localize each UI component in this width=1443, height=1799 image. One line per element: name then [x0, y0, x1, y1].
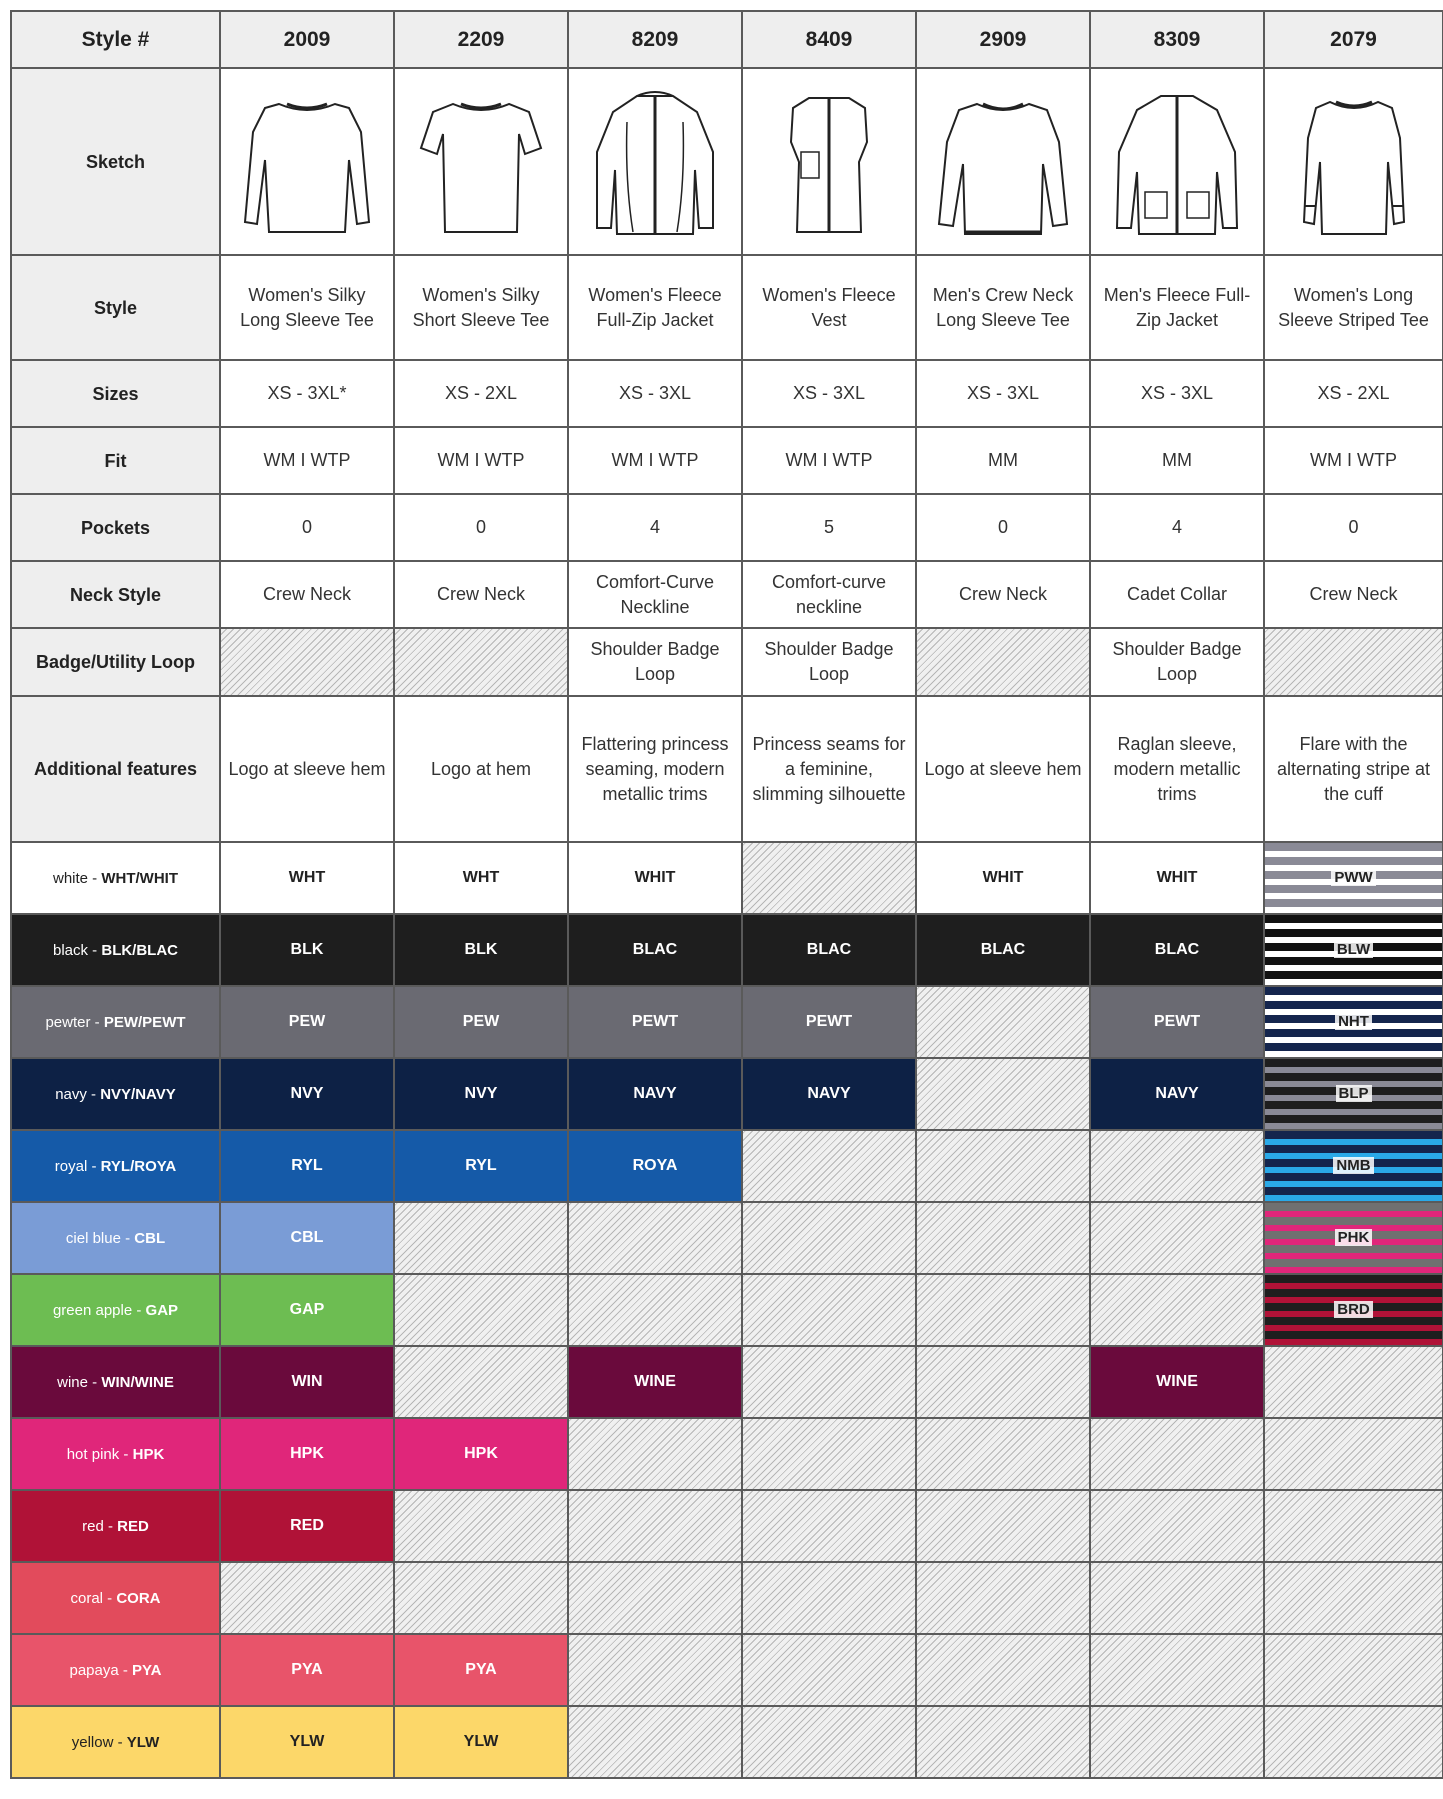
color-row: [11, 1130, 1443, 1202]
not-available-cell: [1264, 1346, 1443, 1418]
color-label: [11, 1490, 220, 1562]
color-availability-cell: BLAC: [916, 914, 1090, 986]
color-availability-cell: WHT: [220, 842, 394, 914]
color-availability-cell: WHIT: [568, 842, 742, 914]
crew-neck-long-sleeve-tee-icon: [933, 82, 1073, 242]
color-row: [11, 1274, 1443, 1346]
color-availability-cell: NAVY: [1090, 1058, 1264, 1130]
color-availability-cell: PEWT: [742, 986, 916, 1058]
not-available-cell: [916, 1058, 1090, 1130]
color-row: [11, 1490, 1443, 1562]
spec-value: Logo at sleeve hem: [916, 696, 1090, 842]
spec-row: [11, 427, 1443, 494]
spec-value: Women's Silky Long Sleeve Tee: [220, 255, 394, 360]
spec-row: [11, 561, 1443, 628]
not-available-cell: [1090, 1634, 1264, 1706]
style-number: 2079: [1264, 11, 1443, 68]
spec-value: XS - 3XL: [742, 360, 916, 427]
color-availability-cell: NVY: [394, 1058, 568, 1130]
color-separator: -: [119, 1445, 133, 1463]
not-available-cell: [568, 1418, 742, 1490]
not-available-cell: [1090, 1490, 1264, 1562]
not-available-cell: [916, 1418, 1090, 1490]
spec-value: WM I WTP: [1264, 427, 1443, 494]
stripe-swatch-cell: [1264, 914, 1443, 986]
color-availability-cell: PYA: [220, 1634, 394, 1706]
spec-value: WM I WTP: [394, 427, 568, 494]
spec-value: Shoulder Badge Loop: [1090, 628, 1264, 696]
color-row: [11, 1562, 1443, 1634]
header-row: [11, 11, 1443, 68]
not-available-cell: [1264, 1634, 1443, 1706]
color-label: [11, 914, 220, 986]
stripe-code: NHT: [1335, 1013, 1372, 1030]
spec-value: Logo at hem: [394, 696, 568, 842]
not-available-cell: [742, 1634, 916, 1706]
spec-value: Women's Fleece Full-Zip Jacket: [568, 255, 742, 360]
spec-value: Women's Fleece Vest: [742, 255, 916, 360]
spec-value: 0: [916, 494, 1090, 561]
color-availability-cell: PEWT: [1090, 986, 1264, 1058]
color-name: hot pink: [66, 1445, 120, 1463]
not-available-cell: [1090, 1202, 1264, 1274]
color-name: white: [52, 869, 89, 887]
spec-value: Crew Neck: [916, 561, 1090, 628]
spec-value: Flare with the alternating stripe at the cuff: [1264, 696, 1443, 842]
color-availability-cell: WINE: [568, 1346, 742, 1418]
not-available-cell: [220, 1562, 394, 1634]
not-available-cell: [916, 1490, 1090, 1562]
not-available-cell: [742, 1274, 916, 1346]
not-available-cell: [1264, 1418, 1443, 1490]
spec-value: 0: [220, 494, 394, 561]
spec-value: Shoulder Badge Loop: [742, 628, 916, 696]
short-sleeve-tee-icon: [411, 82, 551, 242]
style-number: 2909: [916, 11, 1090, 68]
color-availability-cell: NAVY: [742, 1058, 916, 1130]
color-code: CORA: [116, 1589, 161, 1607]
color-label: [11, 1274, 220, 1346]
spec-value: XS - 3XL: [568, 360, 742, 427]
not-available-cell: [916, 986, 1090, 1058]
color-separator: -: [118, 1661, 133, 1679]
color-separator: -: [87, 1157, 101, 1175]
spec-label: Style: [11, 255, 220, 360]
spec-row: [11, 494, 1443, 561]
color-availability-cell: WHIT: [916, 842, 1090, 914]
not-available-cell: [916, 1706, 1090, 1778]
spec-row: [11, 628, 1443, 696]
full-zip-jacket-icon: [1107, 82, 1247, 242]
color-availability-cell: RYL: [394, 1130, 568, 1202]
color-separator: -: [132, 1301, 146, 1319]
spec-value: 5: [742, 494, 916, 561]
not-available-cell: [1264, 1562, 1443, 1634]
sketch-cell: [220, 68, 394, 255]
color-availability-cell: GAP: [220, 1274, 394, 1346]
color-row: [11, 842, 1443, 914]
header-label: Style #: [11, 11, 220, 68]
color-label: [11, 986, 220, 1058]
color-name: ciel blue: [65, 1229, 121, 1247]
not-available-cell: [742, 842, 916, 914]
color-availability-cell: PEW: [220, 986, 394, 1058]
stripe-code: PHK: [1335, 1229, 1373, 1246]
not-available-cell: [394, 1274, 568, 1346]
color-name: coral: [70, 1589, 103, 1607]
color-name: papaya: [69, 1661, 119, 1679]
spec-label: Sizes: [11, 360, 220, 427]
spec-value: Princess seams for a feminine, slimming silhouette: [742, 696, 916, 842]
sketch-row: [11, 68, 1443, 255]
color-row: [11, 1706, 1443, 1778]
color-label: [11, 1130, 220, 1202]
color-separator: -: [86, 1085, 101, 1103]
color-availability-cell: YLW: [220, 1706, 394, 1778]
color-label: [11, 1058, 220, 1130]
color-row: [11, 986, 1443, 1058]
color-row: [11, 1058, 1443, 1130]
sketch-cell: [916, 68, 1090, 255]
color-availability-cell: WINE: [1090, 1346, 1264, 1418]
spec-value: XS - 3XL: [1090, 360, 1264, 427]
not-available-cell: [1264, 1490, 1443, 1562]
not-available-cell: [568, 1202, 742, 1274]
spec-value: 0: [394, 494, 568, 561]
not-available-cell: [916, 1346, 1090, 1418]
color-separator: -: [88, 869, 102, 887]
color-separator: -: [90, 1013, 104, 1031]
color-availability-cell: ROYA: [568, 1130, 742, 1202]
color-availability-cell: BLAC: [1090, 914, 1264, 986]
spec-value: Shoulder Badge Loop: [568, 628, 742, 696]
color-name: royal: [54, 1157, 88, 1175]
color-availability-cell: HPK: [394, 1418, 568, 1490]
spec-value: XS - 2XL: [1264, 360, 1443, 427]
color-label: [11, 842, 220, 914]
spec-value: MM: [1090, 427, 1264, 494]
not-available-cell: [742, 1490, 916, 1562]
style-comparison-sheet: [10, 10, 1442, 1779]
color-code: NVY/NAVY: [100, 1085, 176, 1103]
color-name: yellow: [71, 1733, 114, 1751]
style-number: 8209: [568, 11, 742, 68]
color-separator: -: [103, 1517, 118, 1535]
color-code: PYA: [132, 1661, 162, 1679]
spec-value: XS - 2XL: [394, 360, 568, 427]
color-code: HPK: [132, 1445, 165, 1463]
spec-row: [11, 360, 1443, 427]
style-number: 2209: [394, 11, 568, 68]
color-name: navy: [55, 1085, 87, 1103]
not-available-cell: [568, 1706, 742, 1778]
not-available-cell: [916, 1562, 1090, 1634]
color-row: [11, 1634, 1443, 1706]
color-code: GAP: [145, 1301, 179, 1319]
comparison-table: [10, 10, 1443, 1779]
sketch-cell: [1264, 68, 1443, 255]
color-name: black: [52, 941, 89, 959]
color-separator: -: [120, 1229, 135, 1247]
spec-value: Logo at sleeve hem: [220, 696, 394, 842]
spec-value: XS - 3XL*: [220, 360, 394, 427]
color-availability-cell: NVY: [220, 1058, 394, 1130]
spec-value: 4: [568, 494, 742, 561]
not-available-cell: [916, 628, 1090, 696]
not-available-cell: [1090, 1562, 1264, 1634]
spec-value: XS - 3XL: [916, 360, 1090, 427]
color-row: [11, 1346, 1443, 1418]
stripe-code: BLW: [1334, 941, 1373, 958]
color-row: [11, 914, 1443, 986]
stripe-swatch-cell: [1264, 842, 1443, 914]
long-sleeve-tee-icon: [237, 82, 377, 242]
striped-long-sleeve-tee-icon: [1284, 82, 1424, 242]
color-availability-cell: BLAC: [742, 914, 916, 986]
sketch-cell: [568, 68, 742, 255]
not-available-cell: [394, 1202, 568, 1274]
not-available-cell: [742, 1418, 916, 1490]
not-available-cell: [1090, 1274, 1264, 1346]
spec-value: WM I WTP: [742, 427, 916, 494]
color-label: [11, 1634, 220, 1706]
sketch-cell: [394, 68, 568, 255]
color-label: [11, 1418, 220, 1490]
stripe-swatch-cell: [1264, 1274, 1443, 1346]
color-availability-cell: BLAC: [568, 914, 742, 986]
stripe-swatch-cell: [1264, 986, 1443, 1058]
fleece-jacket-icon: [585, 82, 725, 242]
stripe-swatch-cell: [1264, 1058, 1443, 1130]
color-row: [11, 1202, 1443, 1274]
not-available-cell: [1090, 1418, 1264, 1490]
color-separator: -: [88, 941, 102, 959]
not-available-cell: [1090, 1130, 1264, 1202]
color-availability-cell: WHT: [394, 842, 568, 914]
color-availability-cell: CBL: [220, 1202, 394, 1274]
stripe-code: NMB: [1333, 1157, 1373, 1174]
color-availability-cell: HPK: [220, 1418, 394, 1490]
color-code: RYL/ROYA: [100, 1157, 177, 1175]
not-available-cell: [742, 1202, 916, 1274]
sketch-cell: [742, 68, 916, 255]
not-available-cell: [394, 1346, 568, 1418]
not-available-cell: [394, 1490, 568, 1562]
spec-value: Men's Fleece Full-Zip Jacket: [1090, 255, 1264, 360]
spec-value: Raglan sleeve, modern metallic trims: [1090, 696, 1264, 842]
sketch-cell: [1090, 68, 1264, 255]
color-availability-cell: YLW: [394, 1706, 568, 1778]
spec-value: Comfort-Curve Neckline: [568, 561, 742, 628]
not-available-cell: [916, 1202, 1090, 1274]
color-label: [11, 1346, 220, 1418]
color-availability-cell: RED: [220, 1490, 394, 1562]
color-separator: -: [113, 1733, 127, 1751]
color-code: CBL: [134, 1229, 166, 1247]
not-available-cell: [568, 1274, 742, 1346]
not-available-cell: [394, 628, 568, 696]
stripe-swatch-cell: [1264, 1130, 1443, 1202]
color-code: BLK/BLAC: [101, 941, 179, 959]
color-code: RED: [117, 1517, 149, 1535]
not-available-cell: [742, 1706, 916, 1778]
color-availability-cell: RYL: [220, 1130, 394, 1202]
spec-value: Women's Long Sleeve Striped Tee: [1264, 255, 1443, 360]
color-availability-cell: WHIT: [1090, 842, 1264, 914]
color-availability-cell: PEW: [394, 986, 568, 1058]
color-separator: -: [88, 1373, 102, 1391]
color-code: PEW/PEWT: [103, 1013, 186, 1031]
spec-value: WM I WTP: [568, 427, 742, 494]
not-available-cell: [394, 1562, 568, 1634]
not-available-cell: [916, 1130, 1090, 1202]
not-available-cell: [568, 1562, 742, 1634]
color-availability-cell: BLK: [394, 914, 568, 986]
not-available-cell: [568, 1490, 742, 1562]
stripe-code: BRD: [1334, 1301, 1373, 1318]
not-available-cell: [1090, 1706, 1264, 1778]
spec-label: Additional features: [11, 696, 220, 842]
spec-value: Cadet Collar: [1090, 561, 1264, 628]
spec-value: WM I WTP: [220, 427, 394, 494]
sketch-label: Sketch: [11, 68, 220, 255]
spec-row: [11, 255, 1443, 360]
style-number: 8409: [742, 11, 916, 68]
color-code: WIN/WINE: [101, 1373, 174, 1391]
not-available-cell: [220, 628, 394, 696]
color-availability-cell: NAVY: [568, 1058, 742, 1130]
spec-value: Crew Neck: [220, 561, 394, 628]
not-available-cell: [568, 1634, 742, 1706]
not-available-cell: [1264, 1706, 1443, 1778]
not-available-cell: [742, 1130, 916, 1202]
not-available-cell: [1264, 628, 1443, 696]
color-name: green apple: [52, 1301, 133, 1319]
spec-value: 4: [1090, 494, 1264, 561]
spec-value: Comfort-curve neckline: [742, 561, 916, 628]
stripe-swatch-cell: [1264, 1202, 1443, 1274]
color-availability-cell: BLK: [220, 914, 394, 986]
color-availability-cell: PEWT: [568, 986, 742, 1058]
fleece-vest-icon: [759, 82, 899, 242]
spec-value: Women's Silky Short Sleeve Tee: [394, 255, 568, 360]
not-available-cell: [916, 1634, 1090, 1706]
not-available-cell: [742, 1562, 916, 1634]
color-code: YLW: [126, 1733, 160, 1751]
color-name: pewter: [45, 1013, 91, 1031]
spec-value: Flattering princess seaming, modern metallic trims: [568, 696, 742, 842]
color-code: WHT/WHIT: [101, 869, 178, 887]
not-available-cell: [916, 1274, 1090, 1346]
color-label: [11, 1562, 220, 1634]
color-label: [11, 1706, 220, 1778]
spec-label: Fit: [11, 427, 220, 494]
not-available-cell: [742, 1346, 916, 1418]
spec-value: Crew Neck: [394, 561, 568, 628]
style-number: 2009: [220, 11, 394, 68]
color-name: wine: [57, 1373, 88, 1391]
spec-value: MM: [916, 427, 1090, 494]
color-availability-cell: PYA: [394, 1634, 568, 1706]
stripe-code: BLP: [1336, 1085, 1372, 1102]
spec-label: Neck Style: [11, 561, 220, 628]
style-number: 8309: [1090, 11, 1264, 68]
spec-value: Crew Neck: [1264, 561, 1443, 628]
color-availability-cell: WIN: [220, 1346, 394, 1418]
color-name: red: [82, 1517, 104, 1535]
stripe-code: PWW: [1331, 869, 1375, 886]
spec-value: 0: [1264, 494, 1443, 561]
color-separator: -: [103, 1589, 117, 1607]
spec-row: [11, 696, 1443, 842]
spec-value: Men's Crew Neck Long Sleeve Tee: [916, 255, 1090, 360]
spec-label: Badge/Utility Loop: [11, 628, 220, 696]
spec-label: Pockets: [11, 494, 220, 561]
color-label: [11, 1202, 220, 1274]
color-row: [11, 1418, 1443, 1490]
